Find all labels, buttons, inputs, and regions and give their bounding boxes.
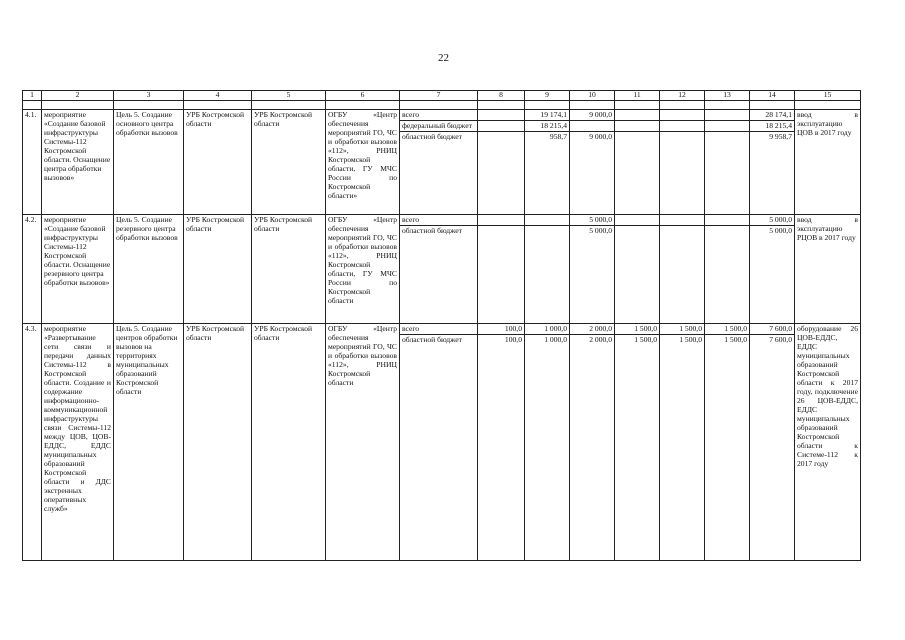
value-cell: 9 958,7 — [750, 132, 795, 215]
column-number: 13 — [705, 91, 750, 101]
column-number: 7 — [400, 91, 478, 101]
column-number: 11 — [615, 91, 660, 101]
value-cell: 2 000,0 — [570, 324, 615, 335]
result-cell: ввод в эксплуатацию РЦОВ в 2017 году — [795, 215, 861, 324]
value-cell — [615, 226, 660, 324]
event-cell: мероприятие «Создание базовой инфраструктуры Системы-112 Костромской области. Оснащение резервного центра обработки вызовов» — [42, 215, 114, 324]
column-number: 3 — [114, 91, 184, 101]
value-cell: 1 500,0 — [660, 335, 705, 561]
coexecutor-cell: УРБ Костромской области — [184, 324, 252, 561]
row-id: 4.3. — [23, 324, 42, 561]
value-cell: 28 174,1 — [750, 110, 795, 121]
column-number: 10 — [570, 91, 615, 101]
source-cell: федеральный бюджет — [400, 121, 478, 132]
value-cell: 19 174,1 — [525, 110, 570, 121]
administrator-cell: УРБ Костромской области — [252, 324, 326, 561]
value-cell — [478, 226, 525, 324]
value-cell — [478, 121, 525, 132]
column-number: 5 — [252, 91, 326, 101]
budget-table — [22, 90, 861, 561]
value-cell: 1 500,0 — [615, 324, 660, 335]
result-cell: ввод в эксплуатацию ЦОВ в 2017 году — [795, 110, 861, 215]
event-cell: мероприятие «Развертывание сети связи и передачи данных Системы-112 в Костромской области. Создание и содержание информационно-коммуникационной инфраструктуры связи Системы-112 между ЦОВ, ЦОВ-ЕДДС, ЕДДС муниципальных образований Костромской области и ДДС экстренных оперативных служб» — [42, 324, 114, 561]
source-cell: всего — [400, 110, 478, 121]
value-cell: 5 000,0 — [570, 215, 615, 226]
table-row — [23, 110, 861, 121]
value-cell: 958,7 — [525, 132, 570, 215]
value-cell — [570, 121, 615, 132]
executor-cell: ОГБУ «Центр обеспечения мероприятий ГО, ЧС и обработки вызовов «112», РНИЦ Костромской области, ГУ МЧС России по Костромской области» — [326, 110, 400, 215]
goal-cell: Цель 5. Создание основного центра обработки вызовов — [114, 110, 184, 215]
value-cell: 1 000,0 — [525, 335, 570, 561]
value-cell: 7 600,0 — [750, 324, 795, 335]
value-cell — [660, 132, 705, 215]
value-cell: 100,0 — [478, 335, 525, 561]
value-cell: 1 500,0 — [705, 324, 750, 335]
column-number: 6 — [326, 91, 400, 101]
column-number: 12 — [660, 91, 705, 101]
value-cell: 18 215,4 — [525, 121, 570, 132]
row-id: 4.2. — [23, 215, 42, 324]
value-cell: 9 000,0 — [570, 110, 615, 121]
row-id: 4.1. — [23, 110, 42, 215]
value-cell — [660, 215, 705, 226]
value-cell: 5 000,0 — [750, 226, 795, 324]
value-cell — [615, 132, 660, 215]
source-cell: областной бюджет — [400, 335, 478, 561]
source-cell: всего — [400, 324, 478, 335]
value-cell — [705, 215, 750, 226]
column-number: 1 — [23, 91, 42, 101]
executor-cell: ОГБУ «Центр обеспечения мероприятий ГО, ЧС и обработки вызовов «112», РНИЦ Костромской области — [326, 324, 400, 561]
value-cell: 2 000,0 — [570, 335, 615, 561]
column-number: 15 — [795, 91, 861, 101]
source-cell: областной бюджет — [400, 132, 478, 215]
column-number: 14 — [750, 91, 795, 101]
table-row — [23, 215, 861, 226]
executor-cell: ОГБУ «Центр обеспечения мероприятий ГО, ЧС и обработки вызовов «112», РНИЦ Костромской области, ГУ МЧС России по Костромской области — [326, 215, 400, 324]
value-cell — [615, 121, 660, 132]
value-cell: 5 000,0 — [570, 226, 615, 324]
value-cell — [660, 110, 705, 121]
value-cell — [525, 215, 570, 226]
coexecutor-cell: УРБ Костромской области — [184, 110, 252, 215]
value-cell: 1 500,0 — [660, 324, 705, 335]
value-cell — [705, 110, 750, 121]
page-number: 22 — [438, 52, 449, 64]
value-cell: 1 500,0 — [615, 335, 660, 561]
value-cell — [478, 132, 525, 215]
value-cell — [705, 121, 750, 132]
administrator-cell: УРБ Костромской области — [252, 110, 326, 215]
value-cell: 9 000,0 — [570, 132, 615, 215]
value-cell: 7 600,0 — [750, 335, 795, 561]
event-cell: мероприятие «Создание базовой инфраструктуры Системы-112 Костромской области. Оснащение центра обработки вызовов» — [42, 110, 114, 215]
column-number: 8 — [478, 91, 525, 101]
value-cell — [615, 215, 660, 226]
source-cell: областной бюджет — [400, 226, 478, 324]
value-cell: 18 215,4 — [750, 121, 795, 132]
column-number-row — [23, 91, 861, 101]
source-cell: всего — [400, 215, 478, 226]
administrator-cell: УРБ Костромской области — [252, 215, 326, 324]
table-row — [23, 324, 861, 335]
value-cell: 1 500,0 — [705, 335, 750, 561]
value-cell — [525, 226, 570, 324]
goal-cell: Цель 5. Создание центров обработки вызовов на территориях муниципальных образований Костромской области — [114, 324, 184, 561]
value-cell: 100,0 — [478, 324, 525, 335]
value-cell — [615, 110, 660, 121]
coexecutor-cell: УРБ Костромской области — [184, 215, 252, 324]
result-cell: оборудование 26 ЦОВ-ЕДДС, ЕДДС муниципальных образований Костромской области к 2017 году, подключение 26 ЦОВ-ЕДДС, ЕДДС муниципальных образований Костромской области к Системе-112 к 2017 году — [795, 324, 861, 561]
value-cell — [705, 132, 750, 215]
column-number: 9 — [525, 91, 570, 101]
spacer-row — [23, 101, 861, 110]
value-cell — [660, 121, 705, 132]
value-cell: 1 000,0 — [525, 324, 570, 335]
value-cell — [478, 215, 525, 226]
value-cell — [660, 226, 705, 324]
goal-cell: Цель 5. Создание резервного центра обработки вызовов — [114, 215, 184, 324]
value-cell — [478, 110, 525, 121]
column-number: 4 — [184, 91, 252, 101]
value-cell — [705, 226, 750, 324]
column-number: 2 — [42, 91, 114, 101]
value-cell: 5 000,0 — [750, 215, 795, 226]
